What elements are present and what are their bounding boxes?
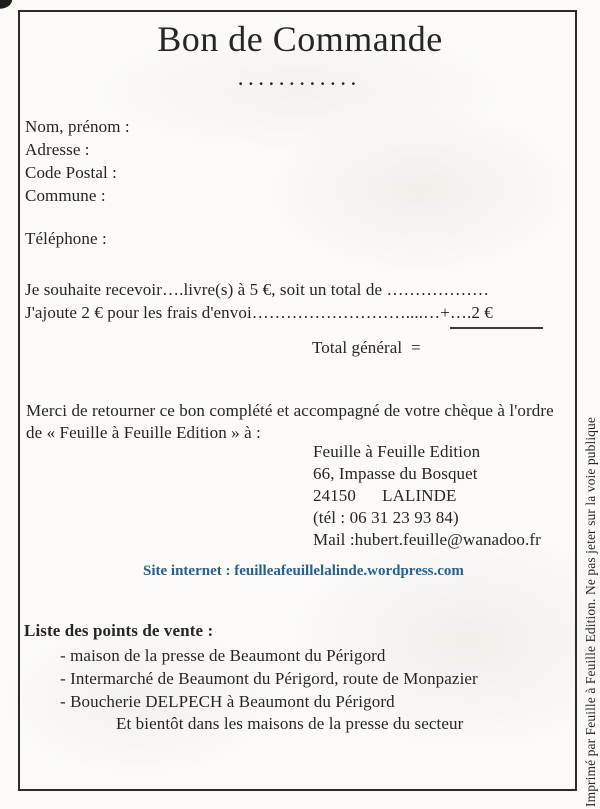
field-label-phone: Téléphone :: [25, 229, 107, 248]
publisher-street: 66, Impasse du Bosquet: [313, 464, 478, 483]
sales-points-title: Liste des points de vente :: [24, 621, 214, 640]
publisher-phone: (tél : 06 31 23 93 84): [313, 508, 459, 527]
order-line-quantity: Je souhaite recevoir….livre(s) à 5 €, soit un total de ………………: [25, 280, 490, 299]
sales-point-item: - Intermarché de Beaumont du Périgord, route de Monpazier: [60, 669, 478, 688]
total-label: Total général =: [312, 338, 421, 357]
publisher-mail: Mail :hubert.feuille@wanadoo.fr: [313, 530, 541, 549]
field-label-name: Nom, prénom :: [25, 117, 130, 136]
sales-points-footer: Et bientôt dans les maisons de la presse du secteur: [116, 714, 464, 733]
field-label-address: Adresse :: [25, 140, 90, 159]
publisher-name: Feuille à Feuille Edition: [313, 442, 481, 461]
title-dotted-line: ............: [238, 70, 362, 89]
publisher-city: 24150 LALINDE: [313, 486, 457, 505]
field-label-commune: Commune :: [25, 186, 106, 205]
return-note-line-1: Merci de retourner ce bon complété et accompagné de votre chèque à l'ordre: [26, 401, 554, 420]
sales-point-item: - maison de la presse de Beaumont du Périgord: [60, 646, 386, 665]
sales-point-item: - Boucherie DELPECH à Beaumont du Périgord: [60, 692, 395, 711]
scan-corner-artifact: [0, 0, 13, 10]
field-label-postal-code: Code Postal :: [25, 163, 117, 182]
margin-print-note: Imprimé par Feuille à Feuille Edition. Ne pas jeter sur la voie publique: [583, 417, 598, 807]
return-note-line-2: de « Feuille à Feuille Edition » à :: [26, 423, 261, 442]
order-line-shipping: J'ajoute 2 € pour les frais d'envoi………………………....…+….2 €: [25, 303, 493, 322]
form-title: Bon de Commande: [157, 19, 443, 59]
total-sum-rule: [450, 327, 543, 329]
website-link: Site internet : feuilleafeuillelalinde.wordpress.com: [143, 563, 464, 579]
